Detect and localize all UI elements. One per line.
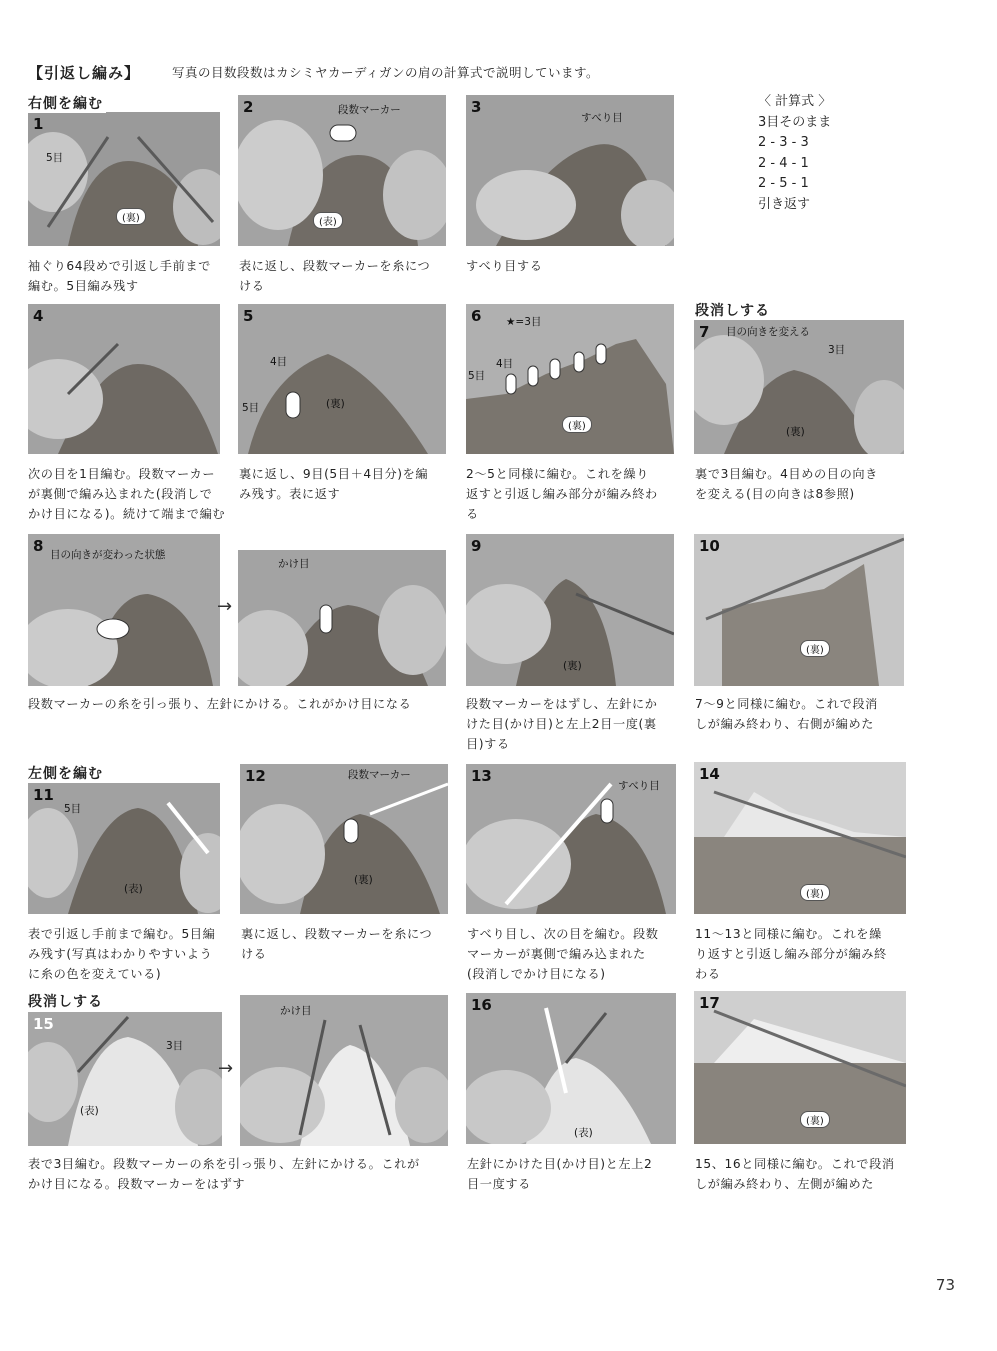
- knitting-photo-graphic: [240, 764, 448, 914]
- step-label: 3目: [166, 1040, 184, 1052]
- formula-line: 2 - 3 - 3: [758, 135, 809, 150]
- step-2-photo: [238, 95, 446, 246]
- step-8-caption: [28, 694, 411, 714]
- side-tag: (表): [80, 1105, 99, 1117]
- step-number: 3: [471, 98, 482, 116]
- caption-line: 袖ぐり64段めで引返し手前まで: [28, 259, 211, 273]
- step-number: 13: [471, 767, 492, 785]
- step-number: 4: [33, 307, 44, 325]
- caption-line: 表で3目編む。段数マーカーの糸を引っ張り、左針にかける。これが: [28, 1157, 420, 1171]
- step-5-caption: [239, 464, 428, 504]
- step-4-caption: [28, 464, 225, 524]
- caption-line: わる: [695, 967, 721, 981]
- section-left-side: 左側を編む: [28, 763, 106, 783]
- step-9-caption: [466, 694, 658, 754]
- step-label: 4目: [270, 356, 288, 368]
- caption-line: かけ目になる。段数マーカーをはずす: [28, 1177, 246, 1191]
- caption-line: 表に返し、段数マーカーを糸につ: [239, 259, 431, 273]
- caption-line: 目一度する: [467, 1177, 531, 1191]
- step-14-caption: [695, 924, 887, 984]
- step-3-photo: [466, 95, 674, 246]
- caption-line: が裏側で編み込まれた(段消しで: [28, 487, 213, 501]
- knitting-photo-graphic: [28, 112, 220, 246]
- side-tag: (裏): [800, 884, 830, 901]
- caption-line: を変える(目の向きは8参照): [695, 487, 855, 501]
- step-6-caption: [466, 464, 658, 524]
- side-tag: (表): [574, 1127, 593, 1139]
- step-5-photo: [238, 304, 446, 454]
- side-tag: (裏): [786, 426, 805, 438]
- caption-line: すべり目する: [466, 259, 543, 273]
- step-number: 6: [471, 307, 482, 325]
- step-17-photo: [694, 991, 906, 1144]
- side-tag: (裏): [326, 398, 345, 410]
- step-1-caption: [28, 256, 211, 296]
- header-note: 写真の目数段数はカシミヤカーディガンの肩の計算式で説明しています。: [172, 65, 600, 80]
- step-14-photo: [694, 762, 906, 914]
- step-4-photo: [28, 304, 220, 454]
- caption-line: 左針にかけた目(かけ目)と左上2: [467, 1157, 653, 1171]
- caption-line: 11～13と同様に編む。これを繰: [695, 927, 882, 941]
- step-9-photo: [466, 534, 674, 686]
- caption-line: 編む。5目編み残す: [28, 279, 139, 293]
- step-label: すべり目: [581, 112, 623, 124]
- side-tag: (裏): [800, 1111, 830, 1128]
- side-tag: (表): [124, 883, 143, 895]
- caption-line: けた目(かけ目)と左上2目一度(裏: [466, 717, 657, 731]
- step-label: 段数マーカー: [338, 104, 401, 116]
- side-tag: (表): [313, 212, 343, 229]
- page-number: 73: [935, 1276, 955, 1294]
- caption-line: り返すと引返し編み部分が編み終: [695, 947, 887, 961]
- step-label: かけ目: [278, 558, 310, 570]
- step-15b-photo: [240, 995, 448, 1146]
- caption-line: み残す(写真はわかりやすいよう: [28, 947, 213, 961]
- side-tag: (裏): [800, 640, 830, 657]
- knitting-photo-graphic: [240, 995, 448, 1146]
- knitting-photo-graphic: [238, 550, 446, 686]
- caption-line: 目)する: [466, 737, 510, 751]
- caption-line: ける: [241, 947, 267, 961]
- step-number: 12: [245, 767, 266, 785]
- step-label: 目の向きが変わった状態: [50, 549, 166, 561]
- step-10-caption: [695, 694, 878, 734]
- caption-line: 返すと引返し編み部分が編み終わ: [466, 487, 658, 501]
- step-6-photo: [466, 304, 674, 454]
- step-15-caption: [28, 1154, 420, 1194]
- caption-line: に糸の色を変えている): [28, 967, 162, 981]
- step-7-photo: [694, 320, 904, 454]
- caption-line: み残す。表に返す: [239, 487, 341, 501]
- page-title: 【引返し編み】: [28, 64, 141, 82]
- caption-line: マーカーが裏側で編み込まれた: [467, 947, 646, 961]
- knitting-photo-graphic: [28, 304, 220, 454]
- step-number: 11: [33, 786, 54, 804]
- step-17-caption: [695, 1154, 895, 1194]
- step-number: 15: [33, 1015, 54, 1033]
- formula-box: [758, 92, 831, 215]
- side-tag: (裏): [116, 208, 146, 225]
- caption-line: 2～5と同様に編む。これを繰り: [466, 467, 649, 481]
- step-3-caption: [466, 256, 542, 276]
- caption-line: しが編み終わり、右側が編めた: [695, 717, 875, 731]
- step-label: 目の向きを変える: [726, 326, 810, 338]
- side-tag: (裏): [354, 874, 373, 886]
- step-label: 5目: [242, 402, 260, 414]
- step-number: 14: [699, 765, 720, 783]
- step-label: 5目: [64, 803, 82, 815]
- step-12-caption: [241, 924, 432, 964]
- caption-line: 次の目を1目編む。段数マーカー: [28, 467, 216, 481]
- caption-line: かけ目になる)。続けて端まで編む: [28, 507, 226, 521]
- side-tag: (裏): [562, 416, 592, 433]
- caption-line: 段数マーカーをはずし、左針にか: [466, 697, 658, 711]
- caption-line: (段消しでかけ目になる): [467, 967, 606, 981]
- section-dan-keshi-1: 段消しする: [695, 300, 773, 320]
- caption-line: しが編み終わり、左側が編めた: [695, 1177, 875, 1191]
- formula-title: 〈 計算式 〉: [758, 94, 832, 109]
- step-label: 5目: [468, 370, 486, 382]
- step-10-photo: [694, 534, 904, 686]
- arrow-right-icon: →: [217, 596, 233, 617]
- step-15a-photo: [28, 1012, 222, 1146]
- step-number: 9: [471, 537, 482, 555]
- step-number: 2: [243, 98, 254, 116]
- knitting-photo-graphic: [238, 304, 446, 454]
- formula-line: 2 - 4 - 1: [758, 155, 809, 171]
- step-label: 段数マーカー: [348, 769, 411, 781]
- step-13-photo: [466, 764, 676, 914]
- step-11-photo: [28, 783, 220, 914]
- side-tag: (裏): [563, 660, 582, 672]
- step-number: 5: [243, 307, 254, 325]
- knitting-photo-graphic: [28, 1012, 222, 1146]
- step-label: ★=3目: [506, 316, 542, 328]
- caption-line: 裏に返し、9目(5目＋4目分)を編: [239, 467, 429, 481]
- step-2-caption: [239, 256, 430, 296]
- step-number: 10: [699, 537, 720, 555]
- step-12-photo: [240, 764, 448, 914]
- step-16-caption: [467, 1154, 652, 1194]
- caption-line: すべり目し、次の目を編む。段数: [467, 927, 659, 941]
- step-label: 3目: [828, 344, 846, 356]
- step-8a-photo: [28, 534, 220, 686]
- formula-line: 3目そのまま: [758, 114, 832, 130]
- caption-line: 段数マーカーの糸を引っ張り、左針にかける。これがかけ目になる: [28, 697, 412, 711]
- step-16-photo: [466, 993, 676, 1144]
- caption-line: 15、16と同様に編む。これで段消: [695, 1157, 895, 1171]
- caption-line: る: [466, 507, 479, 521]
- step-label: かけ目: [280, 1005, 312, 1017]
- step-number: 7: [699, 323, 710, 341]
- step-label: 5目: [46, 152, 64, 164]
- knitting-photo-graphic: [466, 95, 674, 246]
- step-label: すべり目: [618, 780, 660, 792]
- step-number: 17: [699, 994, 720, 1012]
- arrow-right-icon: →: [218, 1058, 234, 1079]
- step-7-caption: [695, 464, 878, 504]
- caption-line: 表で引返し手前まで編む。5目編: [28, 927, 216, 941]
- section-right-side: 右側を編む: [28, 93, 106, 113]
- formula-line: 2 - 5 - 1: [758, 176, 809, 191]
- step-number: 16: [471, 996, 492, 1014]
- step-number: 1: [33, 115, 44, 133]
- step-8b-photo: [238, 550, 446, 686]
- formula-line: 引き返す: [758, 196, 811, 212]
- caption-line: 7～9と同様に編む。これで段消: [695, 697, 878, 711]
- section-dan-keshi-2: 段消しする: [28, 991, 106, 1011]
- step-13-caption: [467, 924, 659, 984]
- caption-line: 裏に返し、段数マーカーを糸につ: [241, 927, 433, 941]
- step-label: 4目: [496, 358, 514, 370]
- knitting-photo-graphic: [466, 993, 676, 1144]
- step-11-caption: [28, 924, 215, 984]
- step-number: 8: [33, 537, 44, 555]
- step-1-photo: [28, 112, 220, 246]
- caption-line: 裏で3目編む。4目めの目の向き: [695, 467, 878, 481]
- caption-line: ける: [239, 279, 265, 293]
- knitting-photo-graphic: [694, 534, 904, 686]
